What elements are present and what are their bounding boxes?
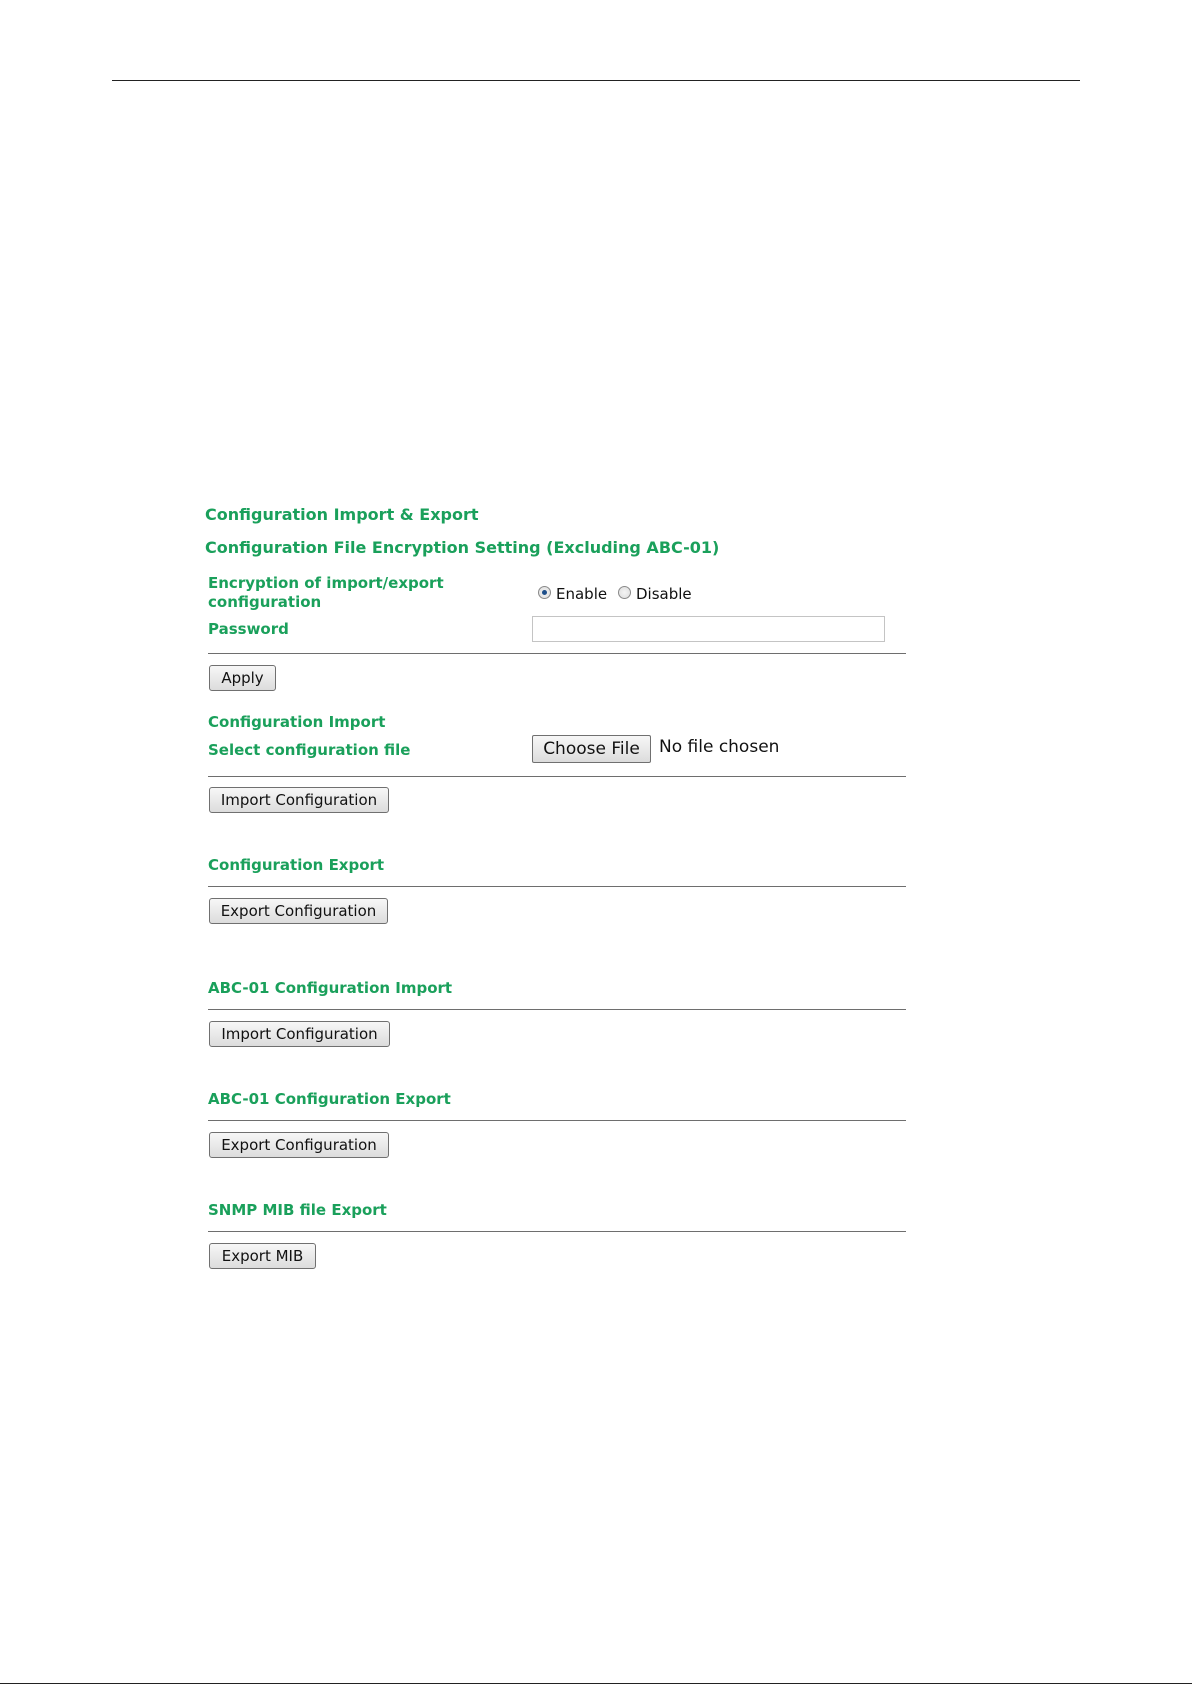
abc-export-section-title: ABC-01 Configuration Export bbox=[208, 1090, 451, 1108]
import-separator bbox=[208, 776, 906, 777]
mib-section-title: SNMP MIB file Export bbox=[208, 1201, 387, 1219]
export-mib-button[interactable]: Export MIB bbox=[209, 1243, 316, 1269]
export-section-title: Configuration Export bbox=[208, 856, 385, 874]
abc-import-separator bbox=[208, 1009, 906, 1010]
page-bottom-rule bbox=[0, 1683, 1192, 1684]
disable-radio[interactable] bbox=[618, 586, 631, 599]
abc-import-section-title: ABC-01 Configuration Import bbox=[208, 979, 453, 997]
enable-radio-label[interactable]: Enable bbox=[556, 585, 608, 603]
import-section-title: Configuration Import bbox=[208, 713, 386, 731]
password-label: Password bbox=[208, 620, 289, 638]
abc-export-separator bbox=[208, 1120, 906, 1121]
choose-file-button[interactable]: Choose File bbox=[532, 735, 651, 763]
password-input[interactable] bbox=[532, 616, 885, 642]
encryption-label-line2: configuration bbox=[208, 593, 322, 611]
encryption-label bbox=[208, 574, 468, 612]
disable-radio-label[interactable]: Disable bbox=[636, 585, 692, 603]
select-file-label: Select configuration file bbox=[208, 741, 411, 759]
file-status-text: No file chosen bbox=[659, 737, 780, 757]
export-separator bbox=[208, 886, 906, 887]
encryption-label-line1: Encryption of import/export bbox=[208, 574, 444, 592]
abc-export-configuration-button[interactable]: Export Configuration bbox=[209, 1132, 389, 1158]
enable-radio[interactable] bbox=[538, 586, 551, 599]
import-configuration-button[interactable]: Import Configuration bbox=[209, 787, 389, 813]
mib-separator bbox=[208, 1231, 906, 1232]
page-top-rule bbox=[112, 80, 1080, 81]
apply-button[interactable]: Apply bbox=[209, 665, 276, 691]
abc-import-configuration-button[interactable]: Import Configuration bbox=[209, 1021, 390, 1047]
export-configuration-button[interactable]: Export Configuration bbox=[209, 898, 388, 924]
page-title: Configuration Import & Export bbox=[205, 505, 479, 524]
encryption-section-title: Configuration File Encryption Setting (Excluding ABC-01) bbox=[205, 538, 720, 557]
encryption-separator bbox=[208, 653, 906, 654]
